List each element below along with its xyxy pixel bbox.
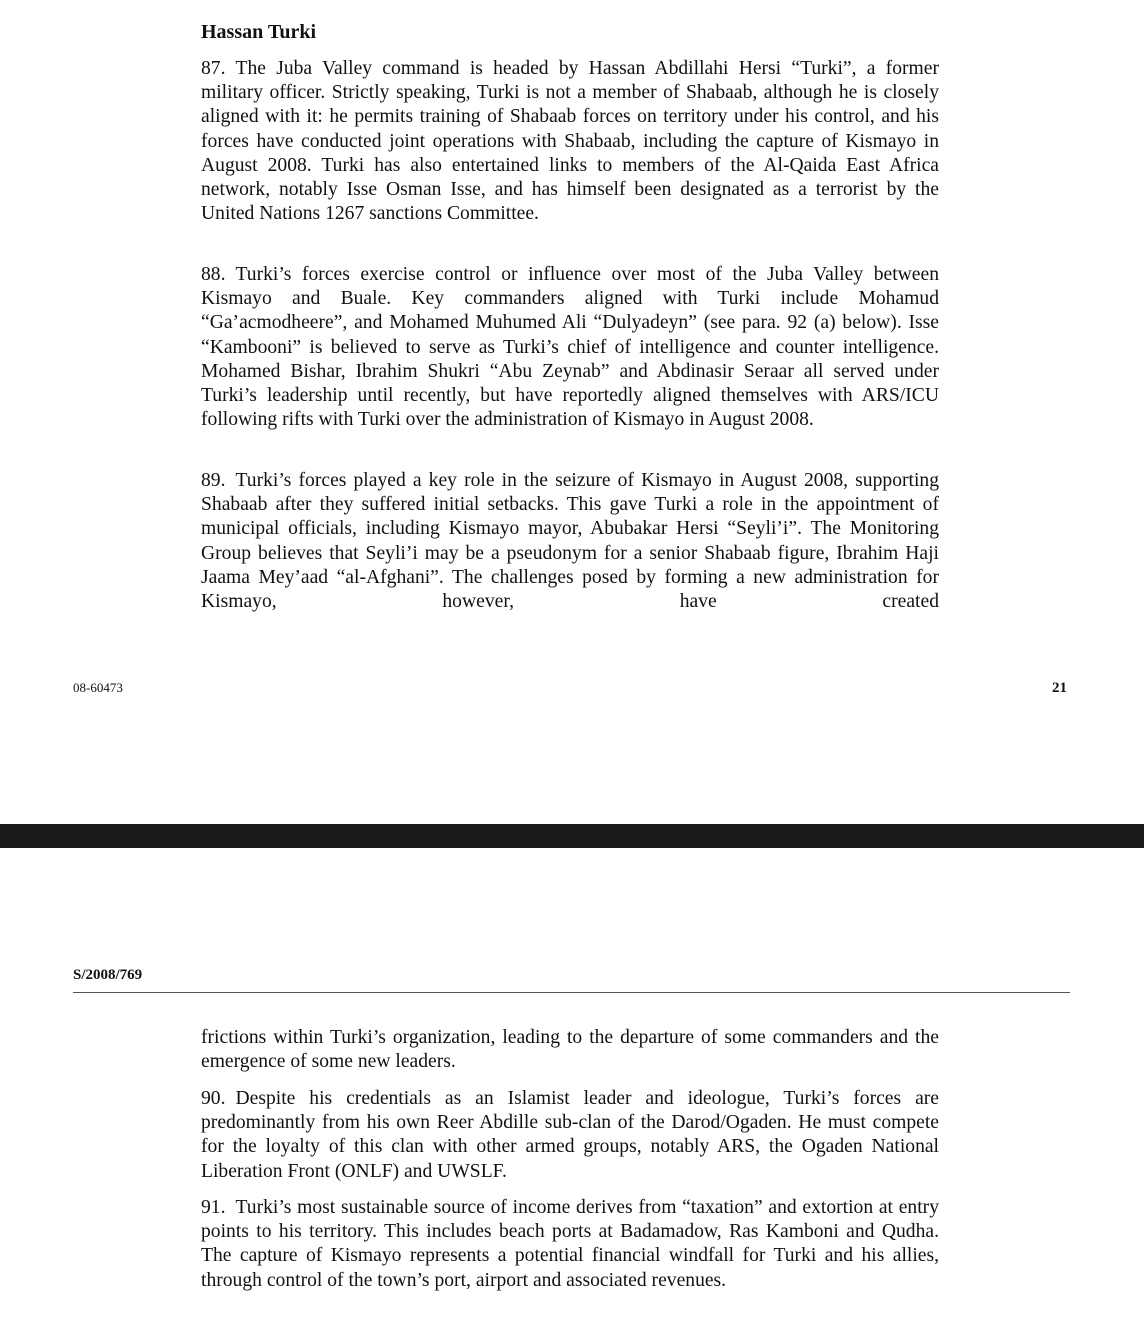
paragraph-87: [201, 57, 939, 226]
paragraph-text: Despite his credentials as an Islamist leader and ideologue, Turki’s forces are predominantly from his own Reer Abdille sub-clan of the Darod/Ogaden. He must compete for the loyalty of this clan with other armed groups, notably ARS, the Ogaden National Liberation Front (ONLF) and UWSLF.: [201, 1088, 939, 1182]
page-number: 21: [1052, 680, 1067, 696]
paragraph-text: Turki’s forces exercise control or influence over most of the Juba Valley between Kismayo and Buale. Key commanders aligned with Turki include Mohamud “Ga’acmodheere”, and Mohamed Muhumed Ali “Dulyadeyn” (see para. 92 (a) below). Isse “Kambooni” is believed to serve as Turki’s chief of intelligence and counter intelligence. Mohamed Bishar, Ibrahim Shukri “Abu Zeynab” and Abdinasir Seraar all served under Turki’s leadership until recently, but have reportedly aligned themselves with ARS/ICU following rifts with Turki over the administration of Kismayo in August 2008.: [201, 264, 939, 431]
paragraph-text: The Juba Valley command is headed by Hassan Abdillahi Hersi “Turki”, a former military officer. Strictly speaking, Turki is not a member of Shabaab, although he is closely aligned with it: he permits training of Shabaab forces on territory under his control, and his forces have conducted joint operations with Shabaab, including the capture of Kismayo in August 2008. Turki has also entertained links to members of the Al-Qaida East Africa network, notably Isse Osman Isse, and has himself been designated as a terrorist by the United Nations 1267 sanctions Committee.: [201, 58, 939, 225]
paragraph-number: 90.: [201, 1088, 226, 1109]
document-code: 08-60473: [73, 680, 123, 695]
paragraph-90: [201, 1087, 939, 1184]
header-rule: [73, 992, 1070, 993]
paragraph-text: Turki’s most sustainable source of income derives from “taxation” and extortion at entry points to his territory. This includes beach ports at Badamadow, Ras Kamboni and Qudha. The capture of Kismayo represents a potential financial windfall for Turki and his allies, through control of the town’s port, airport and associated revenues.: [201, 1197, 939, 1291]
paragraph-89: [201, 469, 939, 614]
paragraph-88: [201, 263, 939, 432]
section-heading: Hassan Turki: [201, 21, 317, 43]
paragraph-number: 91.: [201, 1197, 226, 1218]
continuation-paragraph: frictions within Turki’s organization, leading to the departure of some commanders and the emergence of some new leaders.: [201, 1027, 939, 1073]
paragraph-91: [201, 1196, 939, 1293]
paragraph-number: 87.: [201, 58, 226, 79]
paragraph-text: Turki’s forces played a key role in the seizure of Kismayo in August 2008, supporting Shabaab after they suffered initial setbacks. This gave Turki a role in the appointment of municipal officials, including Kismayo mayor, Abubakar Hersi “Seyli’i”. The Monitoring Group believes that Seyli’i may be a pseudonym for a senior Shabaab figure, Ibrahim Haji Jaama Mey’aad “al-Afghani”. The challenges posed by forming a new administration for Kismayo, however, have created: [201, 470, 939, 613]
page-separator: [0, 824, 1144, 848]
paragraph-number: 88.: [201, 264, 226, 285]
document-symbol: S/2008/769: [73, 967, 143, 983]
paragraph-number: 89.: [201, 470, 226, 491]
